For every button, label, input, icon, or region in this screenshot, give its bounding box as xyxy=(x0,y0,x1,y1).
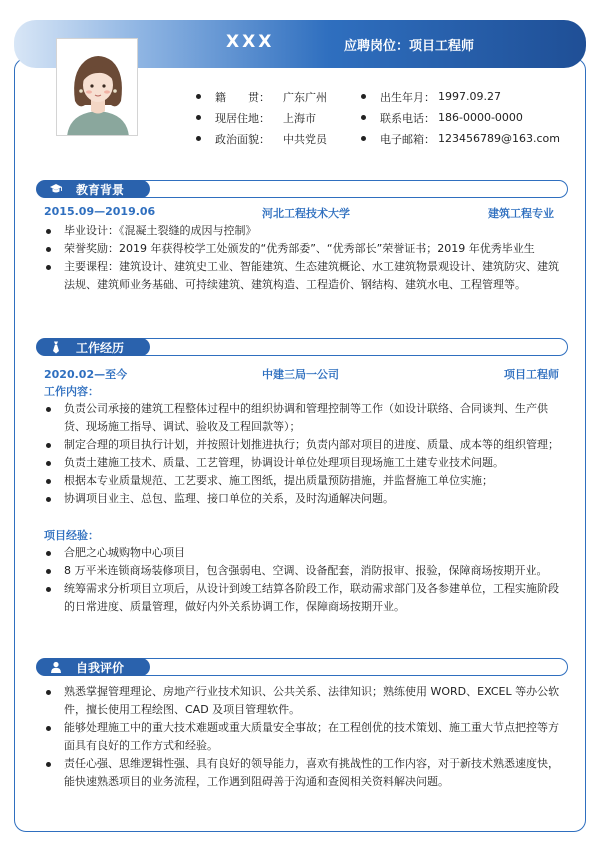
info-label: 联系电话： xyxy=(380,111,435,125)
section-title: 工作经历 xyxy=(76,340,125,355)
graduation-cap-icon xyxy=(46,183,66,195)
project-experience-label: 项目经验： xyxy=(44,529,99,542)
info-value: 广东广州 xyxy=(283,90,327,104)
info-label: 政治面貌： xyxy=(215,132,270,146)
bullet-icon xyxy=(196,94,201,99)
education-date: 2015.09—2019.06 xyxy=(44,205,156,218)
section-title: 自我评价 xyxy=(76,660,125,675)
list-item: 8 万平米连锁商场装修项目，包含强弱电、空调、设备配套，消防报审、报验，保障商场按期开业。 xyxy=(46,562,564,580)
section-title-pill xyxy=(36,658,150,676)
list-item: 负责土建施工技术、质量、工艺管理，协调设计单位处理项目现场施工土建专业技术问题。 xyxy=(46,454,564,472)
education-entry xyxy=(44,205,556,221)
work-entry xyxy=(44,366,559,382)
info-label: 出生年月： xyxy=(380,90,435,104)
info-label: 电子邮箱： xyxy=(380,132,435,146)
work-position: 项目工程师 xyxy=(504,368,559,381)
section-title-pill xyxy=(36,338,150,356)
info-political-status xyxy=(196,128,327,149)
education-school: 河北工程技术大学 xyxy=(262,207,350,220)
list-item: 毕业设计：《混凝土裂缝的成因与控制》 xyxy=(46,222,564,240)
info-value: 中共党员 xyxy=(283,132,327,146)
self-evaluation-list xyxy=(46,683,564,791)
info-value: 上海市 xyxy=(283,111,316,125)
info-label: 现居住地： xyxy=(215,111,270,125)
info-value: 123456789@163.com xyxy=(438,132,560,145)
info-phone xyxy=(361,107,560,128)
bullet-icon xyxy=(361,136,366,141)
bullet-icon xyxy=(361,94,366,99)
avatar-photo xyxy=(56,38,138,136)
education-list xyxy=(46,222,564,294)
list-item: 能够处理施工中的重大技术难题或重大质量安全事故；在工程创优的技术策划、施工重大节点把控等方面具有良好的工作方式和经验。 xyxy=(46,719,564,755)
list-item: 制定合理的项目执行计划，并按照计划推进执行；负责内部对项目的进度、质量、成本等的组织管理； xyxy=(46,436,564,454)
section-rule xyxy=(136,658,568,676)
info-email xyxy=(361,128,560,149)
work-content-list xyxy=(46,400,564,508)
section-title: 教育背景 xyxy=(76,182,125,197)
info-value: 186-0000-0000 xyxy=(438,111,523,124)
applied-position: 应聘岗位：项目工程师 xyxy=(344,39,475,54)
info-hometown xyxy=(196,86,327,107)
personal-info-right xyxy=(361,86,560,149)
list-item: 协调项目业主、总包、监理、接口单位的关系，及时沟通解决问题。 xyxy=(46,490,564,508)
info-birth-date xyxy=(361,86,560,107)
section-education-header xyxy=(36,180,568,198)
bullet-icon xyxy=(196,136,201,141)
work-company: 中建三局一公司 xyxy=(262,368,339,381)
list-item: 根据本专业质量规范、工艺要求、施工图纸，提出质量预防措施，并监督施工单位实施； xyxy=(46,472,564,490)
list-item: 主要课程：建筑设计、建筑史工业、智能建筑、生态建筑概论、水工建筑物景观设计、建筑防灾、建筑法规、建筑师业务基础、可持续建筑、建筑构造、工程造价、钢结构、建筑水电、工程管理等。 xyxy=(46,258,564,294)
section-work-header xyxy=(36,338,568,356)
work-date: 2020.02—至今 xyxy=(44,368,128,381)
list-item: 合肥之心城购物中心项目 xyxy=(46,544,564,562)
section-self-evaluation-header xyxy=(36,658,568,676)
list-item: 荣誉奖励：2019 年获得校学工处颁发的“优秀部委”、“优秀部长”荣誉证书；2019 年优秀毕业生 xyxy=(46,240,564,258)
person-icon xyxy=(46,661,66,673)
list-item: 熟悉掌握管理理论、房地产行业技术知识、公共关系、法律知识；熟练使用 WORD、EXCEL 等办公软件，擅长使用工程绘图、CAD 及项目管理软件。 xyxy=(46,683,564,719)
section-rule xyxy=(136,180,568,198)
info-value: 1997.09.27 xyxy=(438,90,501,103)
personal-info-left xyxy=(196,86,327,149)
work-content-label: 工作内容： xyxy=(44,385,99,398)
tie-icon xyxy=(46,341,66,354)
info-residence xyxy=(196,107,327,128)
list-item: 负责公司承接的建筑工程整体过程中的组织协调和管理控制等工作（如设计联络、合同谈判、生产供货、现场施工指导、调试、验收及工程回款等）； xyxy=(46,400,564,436)
section-rule xyxy=(136,338,568,356)
project-list xyxy=(46,544,564,616)
education-major: 建筑工程专业 xyxy=(488,207,554,220)
section-title-pill xyxy=(36,180,150,198)
applicant-name: XXX xyxy=(226,32,275,52)
bullet-icon xyxy=(196,115,201,120)
list-item: 责任心强、思维逻辑性强、具有良好的领导能力，喜欢有挑战性的工作内容，对于新技术熟悉速度快，能快速熟悉项目的业务流程，工作遇到阻碍善于沟通和查阅相关资料解决问题。 xyxy=(46,755,564,791)
list-item: 统筹需求分析项目立项后，从设计到竣工结算各阶段工作，联动需求部门及各参建单位，工程实施阶段的日常进度、质量管理，做好内外关系协调工作，保障商场按期开业。 xyxy=(46,580,564,616)
info-label: 籍 贯： xyxy=(215,90,270,104)
bullet-icon xyxy=(361,115,366,120)
